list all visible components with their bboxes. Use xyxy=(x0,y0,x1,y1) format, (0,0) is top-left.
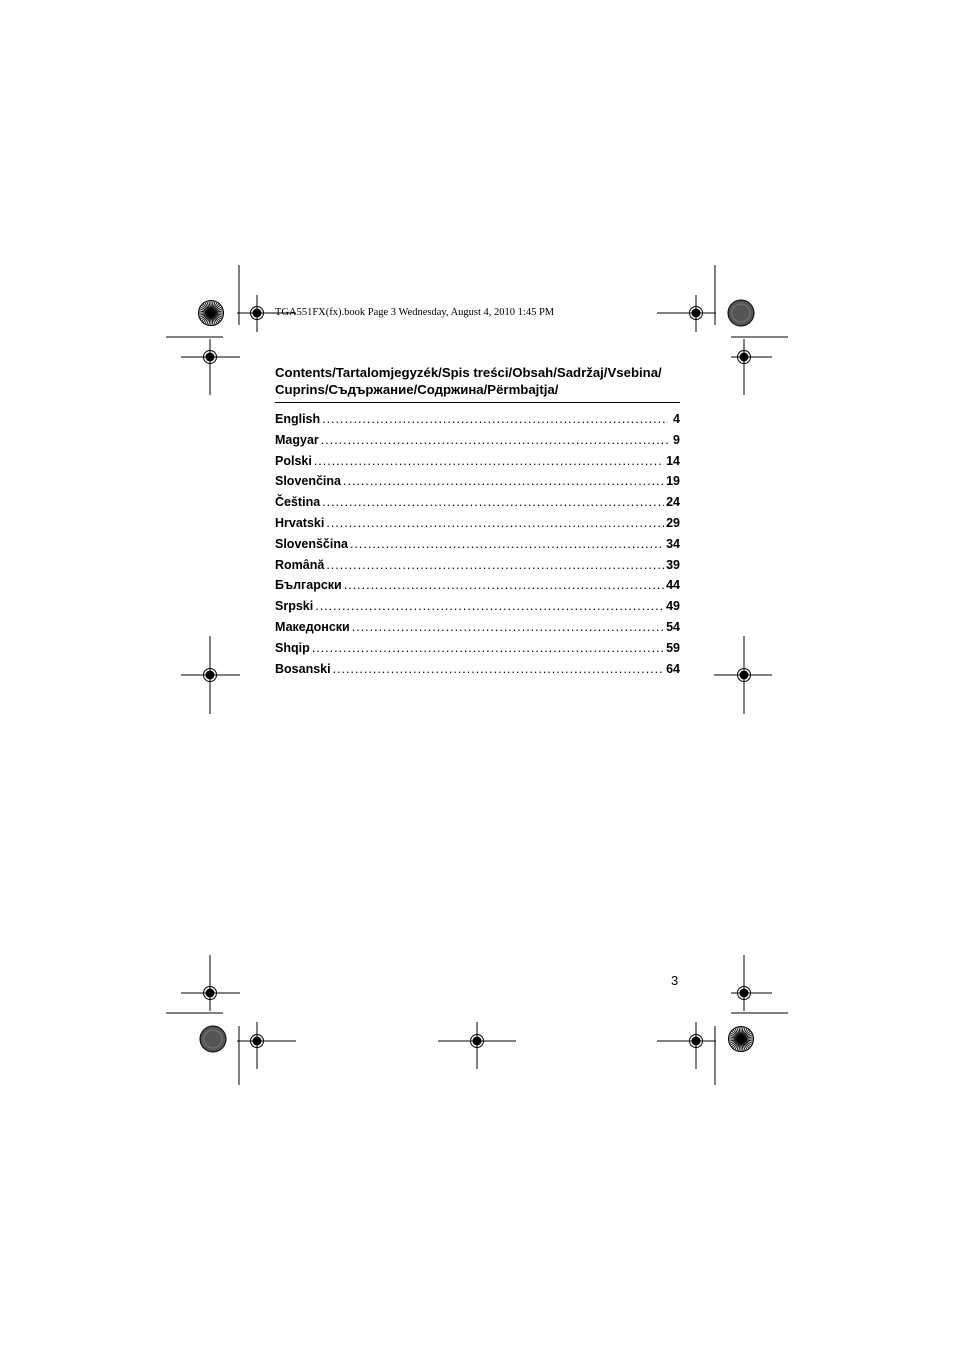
dot-leader xyxy=(350,537,664,551)
registration-mark-icon xyxy=(181,955,240,1011)
toc-list xyxy=(275,412,680,682)
toc-entry-romana[interactable] xyxy=(275,558,680,579)
toc-entry-name: English xyxy=(275,412,321,426)
toc-entry-balgarski[interactable] xyxy=(275,578,680,599)
toc-entry-name: Hrvatski xyxy=(275,515,325,530)
toc-title xyxy=(275,364,695,398)
file-info-header: TGA551FX(fx).book Page 3 Wednesday, August 4, 2010 1:45 PM xyxy=(275,307,555,318)
toc-entry-page: 14 xyxy=(666,453,680,468)
starburst-target-icon xyxy=(199,301,224,326)
registration-mark-icon xyxy=(657,1022,716,1069)
toc-entry-name: Македонски xyxy=(275,619,350,634)
dot-leader xyxy=(343,474,664,488)
toc-entry-page: 39 xyxy=(666,557,680,572)
title-divider xyxy=(275,402,680,403)
dot-leader xyxy=(333,662,665,676)
registration-mark-icon xyxy=(714,636,772,714)
toc-title-line-2: Cuprins/Съдържание/Содржина/Përmbajtja/ xyxy=(275,382,559,397)
toc-entry-name: Polski xyxy=(275,453,312,468)
dot-leader xyxy=(352,620,664,634)
toc-entry-page: 64 xyxy=(666,661,680,676)
toc-entry-name: Čeština xyxy=(275,495,321,510)
toc-entry-bosanski[interactable] xyxy=(275,662,680,683)
toc-entry-slovencina[interactable] xyxy=(275,474,680,495)
dot-leader xyxy=(322,495,664,509)
dot-leader xyxy=(315,599,664,613)
toc-entry-name: Shqip xyxy=(275,640,310,655)
dot-leader xyxy=(322,412,668,426)
registration-mark-icon xyxy=(731,955,772,1011)
gray-target-icon xyxy=(200,1026,226,1052)
toc-entry-polski[interactable] xyxy=(275,454,680,475)
toc-entry-cestina[interactable] xyxy=(275,495,680,516)
dot-leader xyxy=(326,516,664,530)
registration-mark-icon xyxy=(438,1022,516,1069)
dot-leader xyxy=(314,454,664,468)
toc-entry-name: Magyar xyxy=(275,432,319,447)
toc-entry-page: 34 xyxy=(666,536,680,551)
dot-leader xyxy=(321,433,668,447)
toc-entry-page: 59 xyxy=(666,640,680,655)
toc-entry-page: 19 xyxy=(666,474,680,489)
toc-entry-slovenscina[interactable] xyxy=(275,537,680,558)
toc-entry-page: 9 xyxy=(673,432,680,447)
toc-entry-hrvatski[interactable] xyxy=(275,516,680,537)
toc-entry-name: Srpski xyxy=(275,599,314,614)
toc-entry-name: Български xyxy=(275,578,342,593)
gray-target-icon xyxy=(728,300,754,326)
registration-mark-icon xyxy=(237,1022,296,1069)
toc-entry-page: 49 xyxy=(666,599,680,614)
registration-mark-icon xyxy=(731,339,772,395)
toc-entry-shqip[interactable] xyxy=(275,641,680,662)
toc-entry-page: 44 xyxy=(666,578,680,593)
dot-leader xyxy=(326,558,664,572)
dot-leader xyxy=(312,641,664,655)
dot-leader xyxy=(344,578,664,592)
toc-entry-srpski[interactable] xyxy=(275,599,680,620)
toc-entry-page: 4 xyxy=(673,412,680,426)
toc-entry-name: Slovenčina xyxy=(275,474,341,489)
toc-entry-makedonski[interactable] xyxy=(275,620,680,641)
toc-entry-english[interactable] xyxy=(275,412,680,433)
toc-entry-page: 54 xyxy=(666,619,680,634)
toc-entry-name: Română xyxy=(275,557,325,572)
toc-entry-name: Slovenščina xyxy=(275,536,348,551)
registration-mark-icon xyxy=(181,339,240,395)
toc-title-line-1: Contents/Tartalomjegyzék/Spis treści/Obsah/Sadržaj/Vsebina/ xyxy=(275,365,662,380)
toc-entry-page: 29 xyxy=(666,515,680,530)
registration-mark-icon xyxy=(181,636,240,714)
toc-entry-name: Bosanski xyxy=(275,661,331,676)
toc-entry-magyar[interactable] xyxy=(275,433,680,454)
toc-entry-page: 24 xyxy=(666,495,680,510)
page-number: 3 xyxy=(671,973,679,988)
starburst-target-icon xyxy=(729,1027,754,1052)
registration-mark-icon xyxy=(657,295,716,332)
